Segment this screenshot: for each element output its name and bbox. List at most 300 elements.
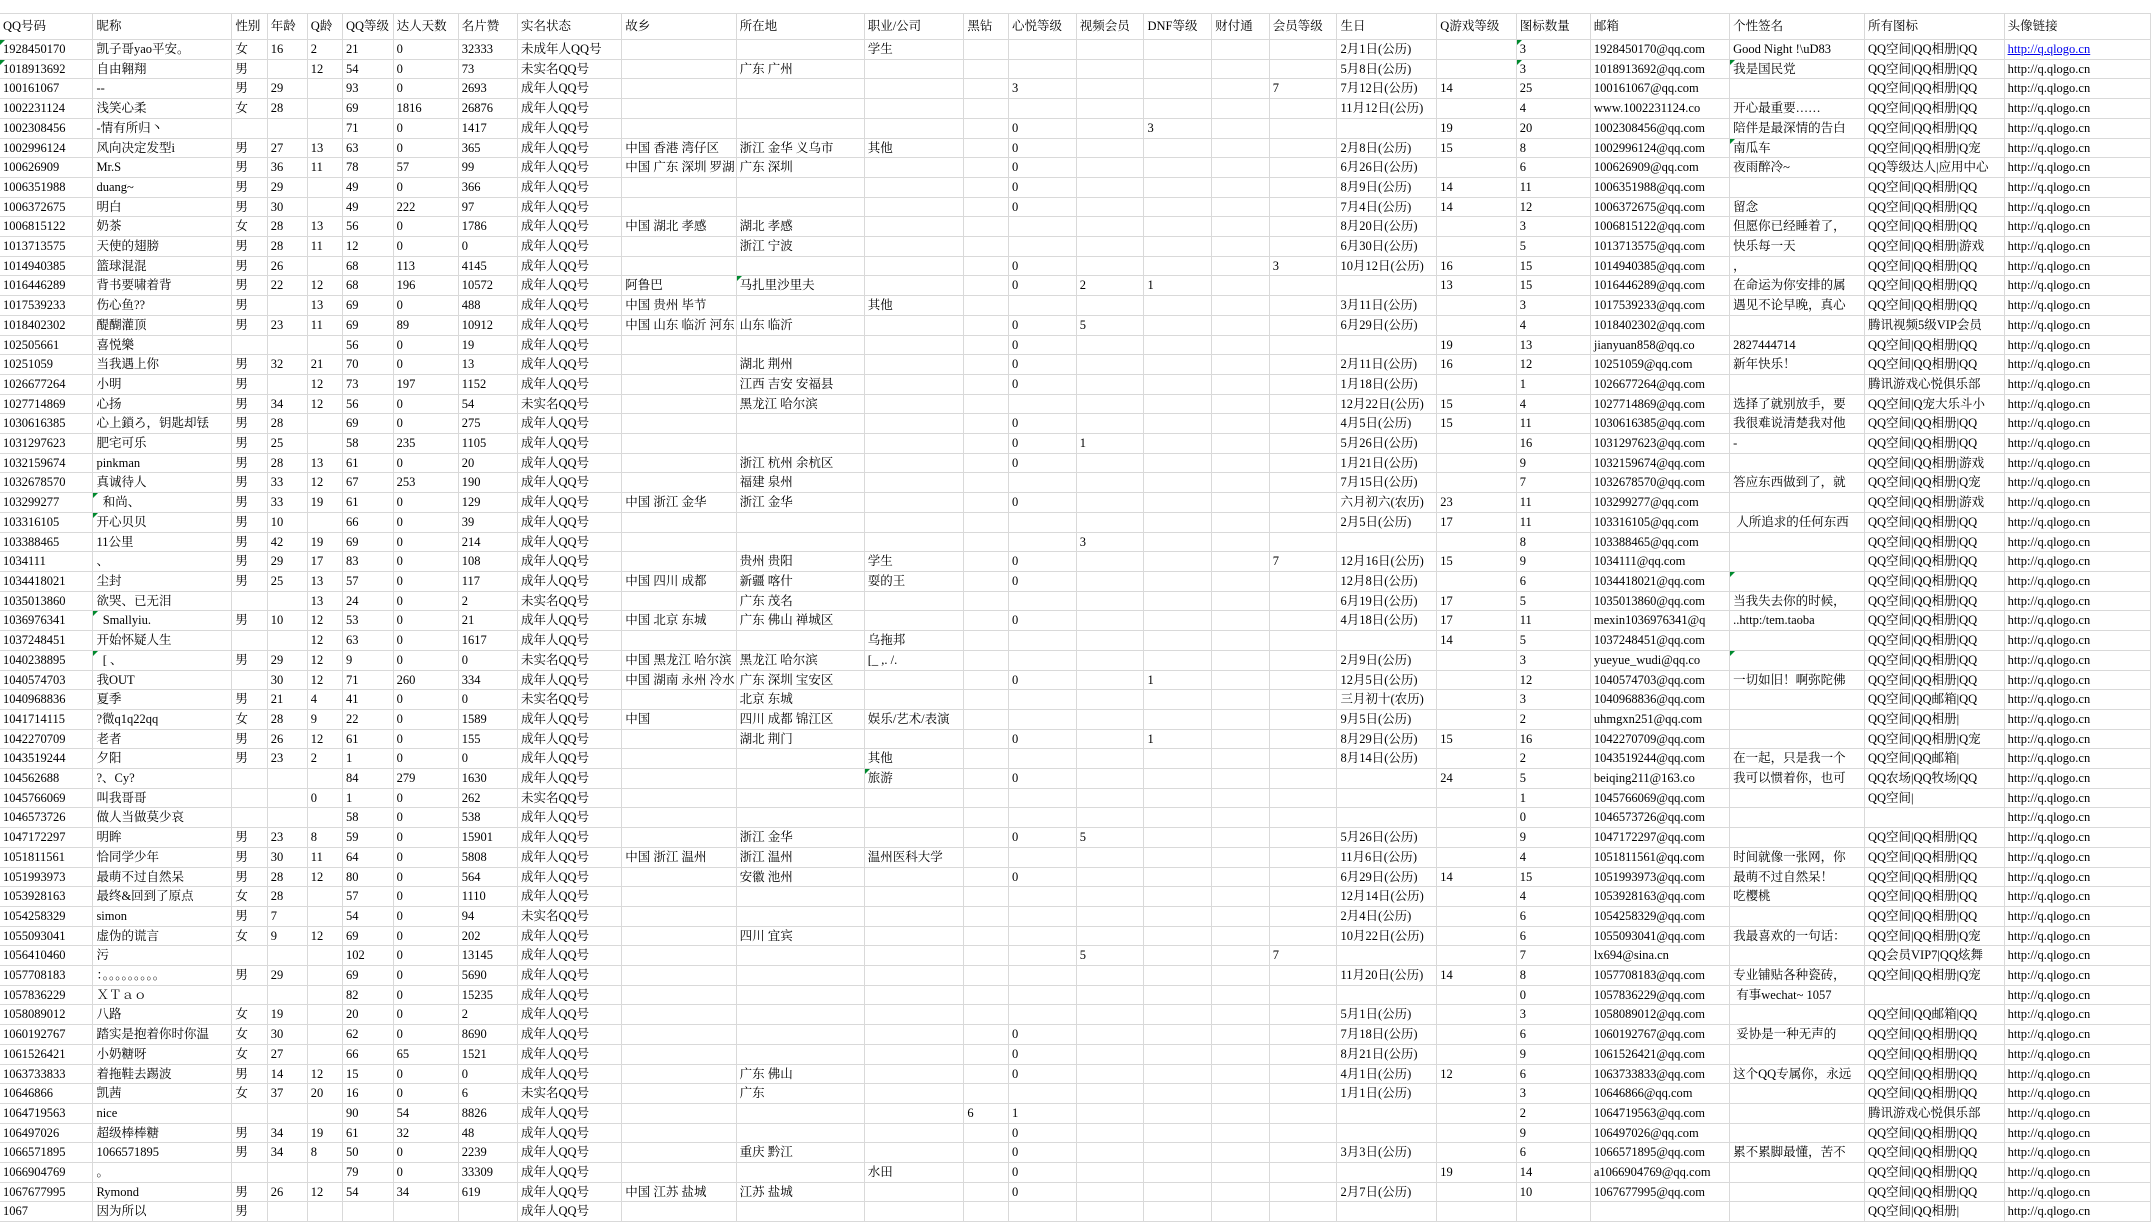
cell-member_level[interactable]	[1269, 1025, 1337, 1045]
cell-member_level[interactable]	[1269, 571, 1337, 591]
cell-qq_level[interactable]: 84	[342, 769, 393, 789]
cell-dnf_level[interactable]	[1144, 59, 1212, 79]
cell-all_icons[interactable]: QQ空间|QQ相册|QQ	[1864, 828, 2004, 848]
cell-card_likes[interactable]: 262	[458, 788, 517, 808]
cell-location[interactable]	[736, 177, 864, 197]
cell-nickname[interactable]: 小奶糖呀	[93, 1044, 232, 1064]
cell-qq_level[interactable]: 61	[342, 1123, 393, 1143]
cell-birthday[interactable]: 三月初十(农历)	[1337, 690, 1437, 710]
cell-qage[interactable]: 11	[307, 237, 342, 257]
cell-realname_status[interactable]: 成年人QQ号	[518, 887, 622, 907]
avatar-link[interactable]: http://q.qlogo.cn	[2007, 593, 2091, 608]
cell-location[interactable]	[736, 946, 864, 966]
cell-heizuan[interactable]	[964, 552, 1009, 572]
cell-email[interactable]: 1063733833@qq.com	[1590, 1064, 1729, 1084]
cell-xinyue_level[interactable]	[1008, 847, 1076, 867]
cell-heizuan[interactable]	[964, 769, 1009, 789]
cell-icon_count[interactable]: 3	[1516, 59, 1590, 79]
cell-qage[interactable]: 12	[307, 650, 342, 670]
cell-qgame_level[interactable]	[1437, 1044, 1516, 1064]
cell-qage[interactable]	[307, 197, 342, 217]
cell-video_vip[interactable]	[1076, 611, 1144, 631]
cell-hometown[interactable]: 中国 广东 深圳 罗湖	[622, 158, 736, 178]
avatar-link[interactable]: http://q.qlogo.cn	[2007, 751, 2091, 766]
cell-email[interactable]: beiqing211@163.co	[1590, 769, 1729, 789]
cell-dnf_level[interactable]	[1144, 315, 1212, 335]
cell-hometown[interactable]	[622, 591, 736, 611]
cell-email[interactable]: 1045766069@qq.com	[1590, 788, 1729, 808]
cell-job[interactable]	[864, 788, 964, 808]
cell-age[interactable]	[267, 335, 307, 355]
cell-qgame_level[interactable]: 15	[1437, 138, 1516, 158]
cell-qq_level[interactable]: 78	[342, 158, 393, 178]
cell-qq_level[interactable]: 58	[342, 808, 393, 828]
cell-signature[interactable]	[1730, 1103, 1865, 1123]
cell-realname_status[interactable]: 成年人QQ号	[518, 631, 622, 651]
cell-age[interactable]: 25	[267, 571, 307, 591]
column-header-caifutong[interactable]: 财付通	[1212, 14, 1270, 40]
cell-dnf_level[interactable]	[1144, 611, 1212, 631]
cell-daren_days[interactable]: 0	[393, 690, 458, 710]
column-header-qgame_level[interactable]: Q游戏等级	[1437, 14, 1516, 40]
cell-qage[interactable]: 2	[307, 749, 342, 769]
cell-gender[interactable]: 男	[232, 158, 267, 178]
cell-heizuan[interactable]	[964, 118, 1009, 138]
cell-qgame_level[interactable]: 14	[1437, 966, 1516, 986]
cell-qq_level[interactable]: 49	[342, 177, 393, 197]
cell-caifutong[interactable]	[1212, 631, 1270, 651]
cell-member_level[interactable]	[1269, 532, 1337, 552]
cell-qage[interactable]: 13	[307, 296, 342, 316]
cell-gender[interactable]: 女	[232, 926, 267, 946]
cell-caifutong[interactable]	[1212, 591, 1270, 611]
avatar-link[interactable]: http://q.qlogo.cn	[2007, 120, 2091, 135]
cell-qage[interactable]: 12	[307, 1182, 342, 1202]
cell-member_level[interactable]	[1269, 867, 1337, 887]
cell-qq_level[interactable]: 66	[342, 512, 393, 532]
cell-avatar_link[interactable]	[2004, 749, 2150, 769]
cell-card_likes[interactable]: 0	[458, 1064, 517, 1084]
cell-video_vip[interactable]	[1076, 59, 1144, 79]
cell-qq_level[interactable]: 69	[342, 532, 393, 552]
cell-signature[interactable]: 选择了就别放手，要	[1730, 394, 1865, 414]
cell-qq[interactable]: 1006815122	[0, 217, 93, 237]
cell-member_level[interactable]	[1269, 512, 1337, 532]
cell-nickname[interactable]: 心上鎖ろ，钥匙却铥	[93, 414, 232, 434]
cell-qgame_level[interactable]: 14	[1437, 867, 1516, 887]
cell-hometown[interactable]	[622, 256, 736, 276]
cell-card_likes[interactable]: 1617	[458, 631, 517, 651]
cell-card_likes[interactable]: 33309	[458, 1163, 517, 1183]
cell-signature[interactable]: 答应东西做到了，就	[1730, 473, 1865, 493]
cell-avatar_link[interactable]	[2004, 79, 2150, 99]
cell-birthday[interactable]: 10月22日(公历)	[1337, 926, 1437, 946]
cell-email[interactable]: uhmgxn251@qq.com	[1590, 709, 1729, 729]
cell-xinyue_level[interactable]: 0	[1008, 138, 1076, 158]
cell-signature[interactable]	[1730, 729, 1865, 749]
cell-qq_level[interactable]: 61	[342, 729, 393, 749]
column-header-qage[interactable]: Q龄	[307, 14, 342, 40]
cell-signature[interactable]: 新年快乐！	[1730, 355, 1865, 375]
cell-age[interactable]	[267, 769, 307, 789]
cell-gender[interactable]: 男	[232, 414, 267, 434]
cell-nickname[interactable]: 自由翱翔	[93, 59, 232, 79]
cell-location[interactable]	[736, 966, 864, 986]
cell-hometown[interactable]	[622, 394, 736, 414]
cell-realname_status[interactable]: 成年人QQ号	[518, 847, 622, 867]
cell-birthday[interactable]: 8月14日(公历)	[1337, 749, 1437, 769]
cell-qq[interactable]: 1046573726	[0, 808, 93, 828]
cell-realname_status[interactable]: 成年人QQ号	[518, 709, 622, 729]
cell-card_likes[interactable]: 21	[458, 611, 517, 631]
cell-signature[interactable]: 在命运为你安排的属	[1730, 276, 1865, 296]
cell-qgame_level[interactable]	[1437, 749, 1516, 769]
cell-age[interactable]: 30	[267, 1025, 307, 1045]
cell-hometown[interactable]	[622, 197, 736, 217]
cell-hometown[interactable]	[622, 434, 736, 454]
cell-age[interactable]: 29	[267, 79, 307, 99]
cell-hometown[interactable]	[622, 1163, 736, 1183]
cell-member_level[interactable]	[1269, 394, 1337, 414]
cell-email[interactable]: 1002996124@qq.com	[1590, 138, 1729, 158]
cell-birthday[interactable]: 5月26日(公历)	[1337, 828, 1437, 848]
cell-video_vip[interactable]	[1076, 1044, 1144, 1064]
cell-video_vip[interactable]	[1076, 118, 1144, 138]
cell-qq_level[interactable]: 21	[342, 40, 393, 60]
cell-video_vip[interactable]	[1076, 1005, 1144, 1025]
cell-hometown[interactable]	[622, 355, 736, 375]
avatar-link[interactable]: http://q.qlogo.cn	[2007, 613, 2091, 628]
cell-qgame_level[interactable]	[1437, 374, 1516, 394]
cell-birthday[interactable]: 12月8日(公历)	[1337, 571, 1437, 591]
cell-signature[interactable]	[1730, 177, 1865, 197]
cell-location[interactable]	[736, 40, 864, 60]
cell-caifutong[interactable]	[1212, 769, 1270, 789]
cell-card_likes[interactable]: 117	[458, 571, 517, 591]
column-header-age[interactable]: 年龄	[267, 14, 307, 40]
cell-icon_count[interactable]: 9	[1516, 1123, 1590, 1143]
cell-realname_status[interactable]: 未成年人QQ号	[518, 40, 622, 60]
cell-birthday[interactable]	[1337, 808, 1437, 828]
cell-location[interactable]	[736, 1005, 864, 1025]
cell-video_vip[interactable]	[1076, 197, 1144, 217]
cell-daren_days[interactable]: 0	[393, 966, 458, 986]
cell-video_vip[interactable]	[1076, 473, 1144, 493]
cell-age[interactable]	[267, 59, 307, 79]
cell-heizuan[interactable]	[964, 59, 1009, 79]
cell-realname_status[interactable]: 成年人QQ号	[518, 473, 622, 493]
cell-daren_days[interactable]: 0	[393, 1005, 458, 1025]
cell-heizuan[interactable]	[964, 256, 1009, 276]
column-header-qq[interactable]: QQ号码	[0, 14, 93, 40]
cell-job[interactable]	[864, 276, 964, 296]
cell-nickname[interactable]: duang~	[93, 177, 232, 197]
cell-daren_days[interactable]: 197	[393, 374, 458, 394]
cell-signature[interactable]	[1730, 808, 1865, 828]
avatar-link[interactable]: http://q.qlogo.cn	[2007, 1027, 2091, 1042]
cell-signature[interactable]: 最萌不过自然呆！	[1730, 867, 1865, 887]
cell-card_likes[interactable]: 1521	[458, 1044, 517, 1064]
cell-birthday[interactable]: 3月3日(公历)	[1337, 1143, 1437, 1163]
cell-daren_days[interactable]: 0	[393, 808, 458, 828]
cell-age[interactable]	[267, 374, 307, 394]
cell-location[interactable]	[736, 79, 864, 99]
cell-daren_days[interactable]: 0	[393, 729, 458, 749]
cell-email[interactable]: jianyuan858@qq.co	[1590, 335, 1729, 355]
cell-signature[interactable]	[1730, 532, 1865, 552]
cell-avatar_link[interactable]	[2004, 867, 2150, 887]
cell-avatar_link[interactable]	[2004, 296, 2150, 316]
cell-qq_level[interactable]: 58	[342, 434, 393, 454]
cell-location[interactable]	[736, 118, 864, 138]
cell-location[interactable]: 马扎里沙里夫	[736, 276, 864, 296]
column-header-member_level[interactable]: 会员等级	[1269, 14, 1337, 40]
cell-video_vip[interactable]	[1076, 1123, 1144, 1143]
cell-email[interactable]: 1053928163@qq.com	[1590, 887, 1729, 907]
cell-video_vip[interactable]	[1076, 335, 1144, 355]
cell-realname_status[interactable]: 成年人QQ号	[518, 670, 622, 690]
cell-video_vip[interactable]: 3	[1076, 532, 1144, 552]
cell-member_level[interactable]	[1269, 611, 1337, 631]
cell-all_icons[interactable]	[1864, 985, 2004, 1005]
cell-qq_level[interactable]: 54	[342, 1182, 393, 1202]
cell-caifutong[interactable]	[1212, 670, 1270, 690]
cell-job[interactable]	[864, 158, 964, 178]
cell-nickname[interactable]: 奶茶	[93, 217, 232, 237]
cell-job[interactable]	[864, 79, 964, 99]
cell-qgame_level[interactable]	[1437, 690, 1516, 710]
cell-all_icons[interactable]: QQ空间|QQ相册|QQ	[1864, 512, 2004, 532]
cell-member_level[interactable]	[1269, 315, 1337, 335]
cell-member_level[interactable]	[1269, 808, 1337, 828]
cell-email[interactable]: 1040574703@qq.com	[1590, 670, 1729, 690]
cell-caifutong[interactable]	[1212, 966, 1270, 986]
cell-video_vip[interactable]	[1076, 867, 1144, 887]
cell-icon_count[interactable]: 3	[1516, 650, 1590, 670]
cell-heizuan[interactable]	[964, 749, 1009, 769]
cell-location[interactable]: 广东 深圳 宝安区	[736, 670, 864, 690]
cell-dnf_level[interactable]	[1144, 394, 1212, 414]
cell-signature[interactable]: 妥协是一种无声的	[1730, 1025, 1865, 1045]
cell-signature[interactable]: 累不累脚最懂，苦不	[1730, 1143, 1865, 1163]
cell-age[interactable]: 42	[267, 532, 307, 552]
cell-nickname[interactable]: 虚伪的谎言	[93, 926, 232, 946]
cell-dnf_level[interactable]	[1144, 906, 1212, 926]
cell-card_likes[interactable]: 48	[458, 1123, 517, 1143]
cell-location[interactable]: 浙江 金华	[736, 828, 864, 848]
cell-job[interactable]	[864, 611, 964, 631]
cell-birthday[interactable]: 4月5日(公历)	[1337, 414, 1437, 434]
cell-heizuan[interactable]	[964, 217, 1009, 237]
cell-video_vip[interactable]	[1076, 631, 1144, 651]
avatar-link[interactable]: http://q.qlogo.cn	[2007, 810, 2091, 825]
cell-heizuan[interactable]	[964, 591, 1009, 611]
cell-avatar_link[interactable]	[2004, 99, 2150, 119]
column-header-icon_count[interactable]: 图标数量	[1516, 14, 1590, 40]
avatar-link[interactable]: http://q.qlogo.cn	[2007, 987, 2091, 1002]
avatar-link[interactable]: http://q.qlogo.cn	[2007, 908, 2091, 923]
avatar-link[interactable]: http://q.qlogo.cn	[2007, 1105, 2091, 1120]
cell-birthday[interactable]: 11月6日(公历)	[1337, 847, 1437, 867]
cell-caifutong[interactable]	[1212, 985, 1270, 1005]
cell-birthday[interactable]: 5月8日(公历)	[1337, 59, 1437, 79]
cell-hometown[interactable]	[622, 631, 736, 651]
cell-member_level[interactable]	[1269, 493, 1337, 513]
cell-card_likes[interactable]: 8690	[458, 1025, 517, 1045]
cell-gender[interactable]	[232, 670, 267, 690]
cell-all_icons[interactable]: QQ农场|QQ牧场|QQ	[1864, 769, 2004, 789]
cell-dnf_level[interactable]	[1144, 532, 1212, 552]
cell-video_vip[interactable]	[1076, 79, 1144, 99]
cell-avatar_link[interactable]	[2004, 138, 2150, 158]
cell-birthday[interactable]: 4月18日(公历)	[1337, 611, 1437, 631]
cell-nickname[interactable]: 我OUT	[93, 670, 232, 690]
cell-signature[interactable]	[1730, 1044, 1865, 1064]
cell-xinyue_level[interactable]: 0	[1008, 374, 1076, 394]
cell-all_icons[interactable]: QQ空间|QQ相册|	[1864, 709, 2004, 729]
cell-email[interactable]: 1043519244@qq.com	[1590, 749, 1729, 769]
cell-qq_level[interactable]: 79	[342, 1163, 393, 1183]
cell-icon_count[interactable]: 15	[1516, 276, 1590, 296]
cell-icon_count[interactable]: 14	[1516, 1163, 1590, 1183]
cell-xinyue_level[interactable]	[1008, 473, 1076, 493]
cell-realname_status[interactable]: 成年人QQ号	[518, 1103, 622, 1123]
cell-qgame_level[interactable]	[1437, 946, 1516, 966]
cell-card_likes[interactable]: 365	[458, 138, 517, 158]
avatar-link[interactable]: http://q.qlogo.cn	[2007, 534, 2091, 549]
cell-icon_count[interactable]: 15	[1516, 867, 1590, 887]
column-header-email[interactable]: 邮箱	[1590, 14, 1729, 40]
cell-qgame_level[interactable]: 19	[1437, 335, 1516, 355]
cell-video_vip[interactable]	[1076, 217, 1144, 237]
cell-all_icons[interactable]: QQ空间|QQ相册|QQ	[1864, 99, 2004, 119]
cell-member_level[interactable]	[1269, 1163, 1337, 1183]
cell-qage[interactable]: 12	[307, 670, 342, 690]
cell-qgame_level[interactable]	[1437, 828, 1516, 848]
cell-location[interactable]: 湖北 荆州	[736, 355, 864, 375]
cell-gender[interactable]: 男	[232, 473, 267, 493]
column-header-hometown[interactable]: 故乡	[622, 14, 736, 40]
cell-heizuan[interactable]	[964, 434, 1009, 454]
cell-all_icons[interactable]: QQ空间|QQ相册|QQ	[1864, 1025, 2004, 1045]
cell-hometown[interactable]	[622, 79, 736, 99]
cell-avatar_link[interactable]	[2004, 1005, 2150, 1025]
cell-daren_days[interactable]: 253	[393, 473, 458, 493]
cell-qage[interactable]	[307, 512, 342, 532]
cell-xinyue_level[interactable]: 0	[1008, 434, 1076, 454]
avatar-link[interactable]: http://q.qlogo.cn	[2007, 1125, 2091, 1140]
cell-avatar_link[interactable]	[2004, 394, 2150, 414]
cell-signature[interactable]: ，	[1730, 256, 1865, 276]
cell-nickname[interactable]: 背书要啸着背	[93, 276, 232, 296]
cell-gender[interactable]: 男	[232, 512, 267, 532]
cell-realname_status[interactable]: 成年人QQ号	[518, 1123, 622, 1143]
cell-daren_days[interactable]: 0	[393, 591, 458, 611]
cell-email[interactable]: 1017539233@qq.com	[1590, 296, 1729, 316]
cell-qq_level[interactable]: 1	[342, 788, 393, 808]
cell-xinyue_level[interactable]	[1008, 591, 1076, 611]
cell-qage[interactable]: 12	[307, 394, 342, 414]
cell-xinyue_level[interactable]: 0	[1008, 828, 1076, 848]
avatar-link[interactable]: http://q.qlogo.cn	[2007, 258, 2091, 273]
cell-nickname[interactable]: 踏实是抱着你时你温	[93, 1025, 232, 1045]
cell-gender[interactable]: 男	[232, 1123, 267, 1143]
cell-qq[interactable]: 1055093041	[0, 926, 93, 946]
avatar-link[interactable]: http://q.qlogo.cn	[2007, 81, 2091, 96]
cell-daren_days[interactable]: 0	[393, 749, 458, 769]
cell-nickname[interactable]: 肥宅可乐	[93, 434, 232, 454]
cell-gender[interactable]: 女	[232, 887, 267, 907]
cell-age[interactable]: 28	[267, 99, 307, 119]
cell-video_vip[interactable]	[1076, 493, 1144, 513]
cell-qq_level[interactable]: 69	[342, 926, 393, 946]
cell-dnf_level[interactable]	[1144, 177, 1212, 197]
cell-qgame_level[interactable]	[1437, 40, 1516, 60]
cell-qq_level[interactable]: 61	[342, 453, 393, 473]
cell-qgame_level[interactable]	[1437, 453, 1516, 473]
cell-qage[interactable]: 12	[307, 926, 342, 946]
cell-nickname[interactable]: 因为所以	[93, 1202, 232, 1222]
cell-qq[interactable]: 1032159674	[0, 453, 93, 473]
avatar-link[interactable]: http://q.qlogo.cn	[2007, 1066, 2091, 1081]
cell-daren_days[interactable]: 235	[393, 434, 458, 454]
cell-qq[interactable]: 1042270709	[0, 729, 93, 749]
cell-hometown[interactable]	[622, 1064, 736, 1084]
cell-member_level[interactable]	[1269, 1044, 1337, 1064]
cell-avatar_link[interactable]	[2004, 591, 2150, 611]
cell-dnf_level[interactable]	[1144, 40, 1212, 60]
cell-member_level[interactable]	[1269, 769, 1337, 789]
column-header-gender[interactable]: 性别	[232, 14, 267, 40]
cell-email[interactable]: 1058089012@qq.com	[1590, 1005, 1729, 1025]
cell-qq[interactable]: 1013713575	[0, 237, 93, 257]
cell-email[interactable]: 100161067@qq.com	[1590, 79, 1729, 99]
cell-dnf_level[interactable]	[1144, 256, 1212, 276]
cell-card_likes[interactable]: 13145	[458, 946, 517, 966]
cell-member_level[interactable]	[1269, 1005, 1337, 1025]
cell-video_vip[interactable]	[1076, 709, 1144, 729]
cell-qage[interactable]: 12	[307, 59, 342, 79]
avatar-link[interactable]: http://q.qlogo.cn	[2007, 357, 2091, 372]
cell-realname_status[interactable]: 成年人QQ号	[518, 197, 622, 217]
cell-heizuan[interactable]	[964, 177, 1009, 197]
cell-heizuan[interactable]	[964, 1064, 1009, 1084]
cell-location[interactable]: 北京 东城	[736, 690, 864, 710]
cell-qgame_level[interactable]: 19	[1437, 118, 1516, 138]
cell-job[interactable]	[864, 197, 964, 217]
cell-card_likes[interactable]: 488	[458, 296, 517, 316]
cell-job[interactable]	[864, 1103, 964, 1123]
cell-daren_days[interactable]: 89	[393, 315, 458, 335]
column-header-daren_days[interactable]: 达人天数	[393, 14, 458, 40]
cell-qq_level[interactable]: 93	[342, 79, 393, 99]
cell-heizuan[interactable]	[964, 985, 1009, 1005]
cell-gender[interactable]: 男	[232, 650, 267, 670]
cell-daren_days[interactable]: 34	[393, 1182, 458, 1202]
cell-nickname[interactable]: 1066571895	[93, 1143, 232, 1163]
cell-qq[interactable]: 1006372675	[0, 197, 93, 217]
cell-all_icons[interactable]: QQ空间|QQ相册|QQ	[1864, 118, 2004, 138]
cell-qage[interactable]: 4	[307, 690, 342, 710]
cell-video_vip[interactable]	[1076, 1084, 1144, 1104]
cell-member_level[interactable]	[1269, 1103, 1337, 1123]
cell-hometown[interactable]: 中国 四川 成都	[622, 571, 736, 591]
cell-qq[interactable]: 1031297623	[0, 434, 93, 454]
cell-daren_days[interactable]: 0	[393, 59, 458, 79]
cell-member_level[interactable]: 7	[1269, 552, 1337, 572]
cell-location[interactable]: 山东 临沂	[736, 315, 864, 335]
cell-qage[interactable]: 21	[307, 355, 342, 375]
